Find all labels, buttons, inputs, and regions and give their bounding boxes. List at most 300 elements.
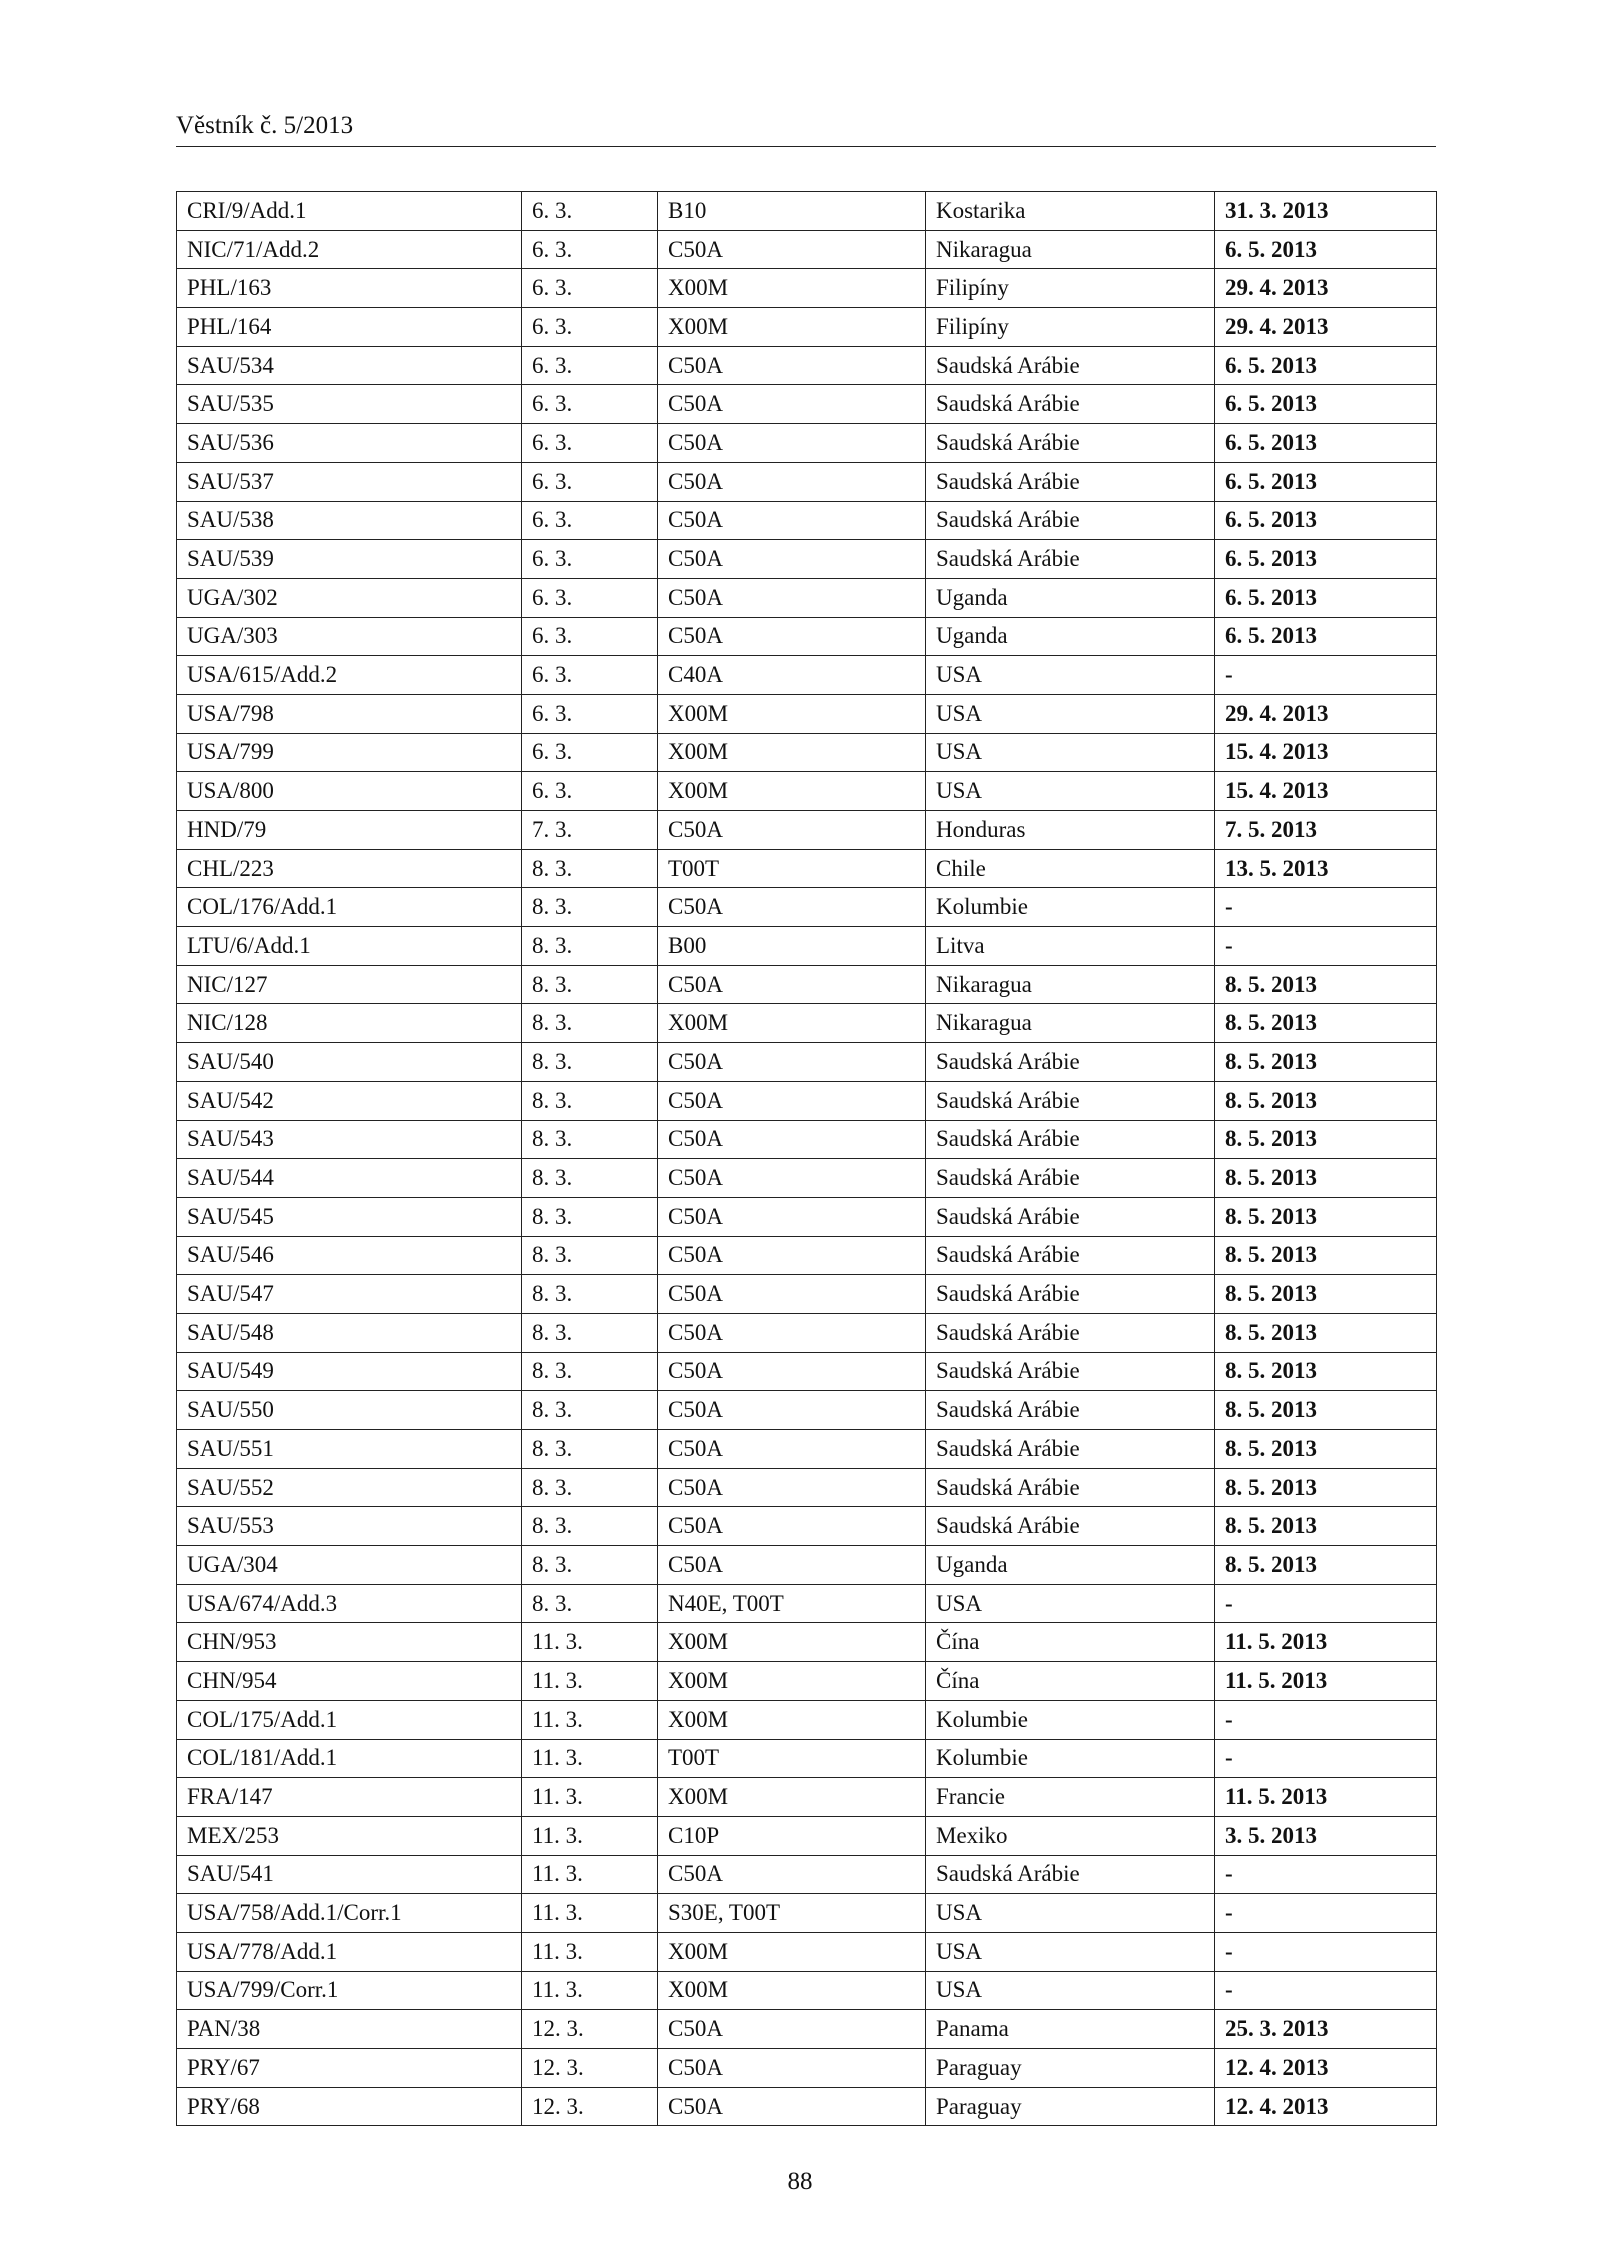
notification-date-cell: 8. 3. [522,1352,658,1391]
notification-date-cell: 8. 3. [522,1043,658,1082]
symbol-cell: CHN/954 [177,1662,522,1701]
symbol-cell: USA/798 [177,694,522,733]
code-cell: C50A [658,501,926,540]
code-cell: X00M [658,308,926,347]
notification-date-cell: 8. 3. [522,1275,658,1314]
code-cell: C50A [658,2010,926,2049]
table-row [177,1700,1437,1739]
code-cell: C50A [658,346,926,385]
journal-title: Věstník č. 5/2013 [176,112,354,139]
deadline-cell: 29. 4. 2013 [1215,694,1437,733]
table-row [177,849,1437,888]
deadline-cell: 6. 5. 2013 [1215,230,1437,269]
notification-date-cell: 8. 3. [522,1546,658,1585]
symbol-cell: HND/79 [177,811,522,850]
country-cell: Paraguay [926,2049,1215,2088]
code-cell: C50A [658,1236,926,1275]
code-cell: C10P [658,1816,926,1855]
notification-date-cell: 11. 3. [522,1855,658,1894]
table-row [177,1352,1437,1391]
notification-date-cell: 8. 3. [522,1468,658,1507]
notification-table [176,191,1437,2126]
symbol-cell: CRI/9/Add.1 [177,192,522,231]
notification-date-cell: 8. 3. [522,927,658,966]
deadline-cell: 11. 5. 2013 [1215,1662,1437,1701]
code-cell: X00M [658,1971,926,2010]
notification-date-cell: 6. 3. [522,269,658,308]
notification-date-cell: 8. 3. [522,1004,658,1043]
symbol-cell: SAU/549 [177,1352,522,1391]
symbol-cell: SAU/540 [177,1043,522,1082]
table-row [177,772,1437,811]
symbol-cell: MEX/253 [177,1816,522,1855]
table-row [177,1391,1437,1430]
deadline-cell: 6. 5. 2013 [1215,462,1437,501]
notification-date-cell: 11. 3. [522,1739,658,1778]
symbol-cell: PRY/67 [177,2049,522,2088]
deadline-cell: 8. 5. 2013 [1215,1546,1437,1585]
notification-date-cell: 6. 3. [522,385,658,424]
notification-date-cell: 8. 3. [522,888,658,927]
country-cell: USA [926,733,1215,772]
code-cell: C50A [658,462,926,501]
table-row [177,462,1437,501]
deadline-cell: 8. 5. 2013 [1215,1197,1437,1236]
notification-date-cell: 8. 3. [522,1236,658,1275]
country-cell: Nikaragua [926,965,1215,1004]
code-cell: B00 [658,927,926,966]
deadline-cell: 6. 5. 2013 [1215,540,1437,579]
country-cell: Uganda [926,617,1215,656]
country-cell: Saudská Arábie [926,346,1215,385]
country-cell: USA [926,1894,1215,1933]
deadline-cell: 8. 5. 2013 [1215,1275,1437,1314]
deadline-cell: 8. 5. 2013 [1215,1468,1437,1507]
country-cell: Saudská Arábie [926,462,1215,501]
code-cell: C50A [658,1275,926,1314]
notification-date-cell: 6. 3. [522,424,658,463]
country-cell: Panama [926,2010,1215,2049]
deadline-cell: 25. 3. 2013 [1215,2010,1437,2049]
code-cell: C50A [658,1468,926,1507]
symbol-cell: USA/758/Add.1/Corr.1 [177,1894,522,1933]
table-row [177,1623,1437,1662]
deadline-cell: 11. 5. 2013 [1215,1623,1437,1662]
notification-date-cell: 7. 3. [522,811,658,850]
table-row [177,617,1437,656]
table-row [177,2010,1437,2049]
deadline-cell: 8. 5. 2013 [1215,1120,1437,1159]
symbol-cell: SAU/551 [177,1430,522,1469]
symbol-cell: NIC/71/Add.2 [177,230,522,269]
notification-date-cell: 8. 3. [522,1391,658,1430]
table-row [177,1313,1437,1352]
code-cell: C50A [658,1352,926,1391]
table-row [177,2087,1437,2126]
deadline-cell: - [1215,1971,1437,2010]
deadline-cell: - [1215,888,1437,927]
deadline-cell: 6. 5. 2013 [1215,617,1437,656]
country-cell: USA [926,656,1215,695]
deadline-cell: 31. 3. 2013 [1215,192,1437,231]
code-cell: C50A [658,1159,926,1198]
table-row [177,1236,1437,1275]
deadline-cell: - [1215,656,1437,695]
code-cell: C50A [658,1313,926,1352]
table-row [177,1778,1437,1817]
symbol-cell: NIC/128 [177,1004,522,1043]
code-cell: C50A [658,965,926,1004]
table-row [177,346,1437,385]
deadline-cell: - [1215,1855,1437,1894]
country-cell: Filipíny [926,269,1215,308]
code-cell: C50A [658,2087,926,2126]
notification-date-cell: 6. 3. [522,578,658,617]
notification-date-cell: 12. 3. [522,2010,658,2049]
code-cell: X00M [658,269,926,308]
symbol-cell: SAU/546 [177,1236,522,1275]
symbol-cell: PHL/164 [177,308,522,347]
country-cell: Litva [926,927,1215,966]
symbol-cell: FRA/147 [177,1778,522,1817]
table-row [177,965,1437,1004]
deadline-cell: 29. 4. 2013 [1215,308,1437,347]
code-cell: C50A [658,1546,926,1585]
country-cell: Uganda [926,578,1215,617]
country-cell: Saudská Arábie [926,1043,1215,1082]
notification-date-cell: 8. 3. [522,965,658,1004]
notification-date-cell: 11. 3. [522,1816,658,1855]
table-row [177,1430,1437,1469]
table-row [177,1468,1437,1507]
deadline-cell: 6. 5. 2013 [1215,578,1437,617]
symbol-cell: SAU/539 [177,540,522,579]
symbol-cell: SAU/547 [177,1275,522,1314]
table-row [177,269,1437,308]
code-cell: C50A [658,230,926,269]
notification-date-cell: 6. 3. [522,694,658,733]
symbol-cell: SAU/544 [177,1159,522,1198]
notification-date-cell: 6. 3. [522,501,658,540]
deadline-cell: 8. 5. 2013 [1215,1043,1437,1082]
country-cell: Saudská Arábie [926,1313,1215,1352]
country-cell: Saudská Arábie [926,1236,1215,1275]
code-cell: C50A [658,1043,926,1082]
table-row [177,656,1437,695]
symbol-cell: SAU/537 [177,462,522,501]
code-cell: C50A [658,1430,926,1469]
notification-date-cell: 6. 3. [522,192,658,231]
symbol-cell: NIC/127 [177,965,522,1004]
deadline-cell: - [1215,1894,1437,1933]
notification-date-cell: 6. 3. [522,540,658,579]
country-cell: Francie [926,1778,1215,1817]
country-cell: Chile [926,849,1215,888]
deadline-cell: 8. 5. 2013 [1215,1081,1437,1120]
table-row [177,385,1437,424]
symbol-cell: USA/615/Add.2 [177,656,522,695]
notification-date-cell: 6. 3. [522,656,658,695]
notification-date-cell: 8. 3. [522,1081,658,1120]
table-row [177,1816,1437,1855]
notification-date-cell: 8. 3. [522,1197,658,1236]
country-cell: Čína [926,1662,1215,1701]
country-cell: Saudská Arábie [926,1391,1215,1430]
code-cell: N40E, T00T [658,1584,926,1623]
notification-date-cell: 12. 3. [522,2087,658,2126]
symbol-cell: PAN/38 [177,2010,522,2049]
table-row [177,501,1437,540]
code-cell: C50A [658,578,926,617]
deadline-cell: 11. 5. 2013 [1215,1778,1437,1817]
country-cell: Paraguay [926,2087,1215,2126]
symbol-cell: COL/181/Add.1 [177,1739,522,1778]
deadline-cell: 12. 4. 2013 [1215,2049,1437,2088]
country-cell: Saudská Arábie [926,1855,1215,1894]
code-cell: X00M [658,772,926,811]
table-row [177,1081,1437,1120]
table-row [177,192,1437,231]
deadline-cell: 6. 5. 2013 [1215,501,1437,540]
deadline-cell: 13. 5. 2013 [1215,849,1437,888]
code-cell: T00T [658,1739,926,1778]
symbol-cell: SAU/535 [177,385,522,424]
page-number: 88 [787,2168,813,2195]
symbol-cell: UGA/303 [177,617,522,656]
table-row [177,230,1437,269]
country-cell: Kostarika [926,192,1215,231]
deadline-cell: 15. 4. 2013 [1215,733,1437,772]
country-cell: Kolumbie [926,1739,1215,1778]
notification-date-cell: 12. 3. [522,2049,658,2088]
code-cell: X00M [658,694,926,733]
country-cell: Saudská Arábie [926,1275,1215,1314]
deadline-cell: 8. 5. 2013 [1215,1352,1437,1391]
code-cell: X00M [658,1662,926,1701]
table-row [177,1507,1437,1546]
country-cell: Saudská Arábie [926,1468,1215,1507]
code-cell: C50A [658,1120,926,1159]
symbol-cell: UGA/304 [177,1546,522,1585]
code-cell: X00M [658,733,926,772]
table-row [177,888,1437,927]
deadline-cell: 8. 5. 2013 [1215,1159,1437,1198]
code-cell: C50A [658,1391,926,1430]
country-cell: USA [926,1584,1215,1623]
code-cell: X00M [658,1004,926,1043]
country-cell: Saudská Arábie [926,1159,1215,1198]
code-cell: S30E, T00T [658,1894,926,1933]
symbol-cell: USA/799 [177,733,522,772]
code-cell: C50A [658,617,926,656]
code-cell: X00M [658,1700,926,1739]
code-cell: C50A [658,888,926,927]
table-row [177,927,1437,966]
symbol-cell: SAU/545 [177,1197,522,1236]
country-cell: Čína [926,1623,1215,1662]
symbol-cell: PHL/163 [177,269,522,308]
symbol-cell: SAU/553 [177,1507,522,1546]
country-cell: USA [926,772,1215,811]
country-cell: Saudská Arábie [926,1507,1215,1546]
symbol-cell: SAU/548 [177,1313,522,1352]
country-cell: Honduras [926,811,1215,850]
country-cell: USA [926,694,1215,733]
deadline-cell: 8. 5. 2013 [1215,1507,1437,1546]
table-row [177,1275,1437,1314]
symbol-cell: USA/799/Corr.1 [177,1971,522,2010]
notification-date-cell: 6. 3. [522,462,658,501]
deadline-cell: 7. 5. 2013 [1215,811,1437,850]
notification-table-body [177,192,1437,2126]
code-cell: C50A [658,1081,926,1120]
deadline-cell: 8. 5. 2013 [1215,965,1437,1004]
notification-date-cell: 8. 3. [522,849,658,888]
notification-date-cell: 6. 3. [522,733,658,772]
symbol-cell: SAU/542 [177,1081,522,1120]
code-cell: T00T [658,849,926,888]
code-cell: B10 [658,192,926,231]
notification-date-cell: 6. 3. [522,772,658,811]
notification-date-cell: 6. 3. [522,617,658,656]
table-row [177,1584,1437,1623]
notification-date-cell: 11. 3. [522,1623,658,1662]
code-cell: C50A [658,1855,926,1894]
symbol-cell: CHL/223 [177,849,522,888]
code-cell: X00M [658,1623,926,1662]
table-row [177,1043,1437,1082]
symbol-cell: CHN/953 [177,1623,522,1662]
deadline-cell: - [1215,1700,1437,1739]
deadline-cell: 6. 5. 2013 [1215,385,1437,424]
country-cell: Saudská Arábie [926,1197,1215,1236]
country-cell: Saudská Arábie [926,424,1215,463]
table-row [177,1932,1437,1971]
country-cell: Saudská Arábie [926,1120,1215,1159]
table-row [177,1120,1437,1159]
symbol-cell: SAU/541 [177,1855,522,1894]
table-row [177,578,1437,617]
notification-date-cell: 8. 3. [522,1430,658,1469]
table-row [177,1546,1437,1585]
country-cell: USA [926,1932,1215,1971]
country-cell: Saudská Arábie [926,1081,1215,1120]
code-cell: C50A [658,811,926,850]
table-row [177,1855,1437,1894]
symbol-cell: UGA/302 [177,578,522,617]
code-cell: C50A [658,424,926,463]
deadline-cell: 6. 5. 2013 [1215,346,1437,385]
table-row [177,1004,1437,1043]
symbol-cell: SAU/552 [177,1468,522,1507]
notification-date-cell: 11. 3. [522,1778,658,1817]
symbol-cell: USA/778/Add.1 [177,1932,522,1971]
symbol-cell: COL/176/Add.1 [177,888,522,927]
deadline-cell: 29. 4. 2013 [1215,269,1437,308]
table-row [177,1971,1437,2010]
country-cell: Nikaragua [926,1004,1215,1043]
code-cell: C50A [658,2049,926,2088]
symbol-cell: LTU/6/Add.1 [177,927,522,966]
code-cell: X00M [658,1778,926,1817]
deadline-cell: - [1215,1739,1437,1778]
country-cell: Kolumbie [926,1700,1215,1739]
deadline-cell: 6. 5. 2013 [1215,424,1437,463]
table-row [177,694,1437,733]
country-cell: Saudská Arábie [926,501,1215,540]
table-row [177,424,1437,463]
deadline-cell: - [1215,927,1437,966]
table-row [177,1894,1437,1933]
deadline-cell: 8. 5. 2013 [1215,1391,1437,1430]
symbol-cell: USA/800 [177,772,522,811]
deadline-cell: 15. 4. 2013 [1215,772,1437,811]
notification-date-cell: 11. 3. [522,1971,658,2010]
code-cell: C50A [658,540,926,579]
country-cell: USA [926,1971,1215,2010]
table-row [177,1739,1437,1778]
table-row [177,308,1437,347]
deadline-cell: 12. 4. 2013 [1215,2087,1437,2126]
notification-date-cell: 11. 3. [522,1894,658,1933]
notification-date-cell: 6. 3. [522,308,658,347]
country-cell: Saudská Arábie [926,540,1215,579]
notification-date-cell: 11. 3. [522,1932,658,1971]
notification-date-cell: 6. 3. [522,346,658,385]
country-cell: Kolumbie [926,888,1215,927]
table-row [177,1197,1437,1236]
symbol-cell: COL/175/Add.1 [177,1700,522,1739]
notification-date-cell: 8. 3. [522,1584,658,1623]
notification-date-cell: 11. 3. [522,1700,658,1739]
symbol-cell: SAU/534 [177,346,522,385]
table-row [177,1662,1437,1701]
symbol-cell: USA/674/Add.3 [177,1584,522,1623]
country-cell: Saudská Arábie [926,385,1215,424]
deadline-cell: 8. 5. 2013 [1215,1313,1437,1352]
deadline-cell: - [1215,1932,1437,1971]
deadline-cell: 3. 5. 2013 [1215,1816,1437,1855]
notification-date-cell: 11. 3. [522,1662,658,1701]
deadline-cell: 8. 5. 2013 [1215,1430,1437,1469]
table-row [177,811,1437,850]
table-row [177,2049,1437,2088]
deadline-cell: 8. 5. 2013 [1215,1004,1437,1043]
table-row [177,1159,1437,1198]
notification-date-cell: 8. 3. [522,1159,658,1198]
country-cell: Saudská Arábie [926,1352,1215,1391]
notification-date-cell: 8. 3. [522,1507,658,1546]
symbol-cell: SAU/538 [177,501,522,540]
notification-date-cell: 6. 3. [522,230,658,269]
country-cell: Filipíny [926,308,1215,347]
table-row [177,540,1437,579]
deadline-cell: - [1215,1584,1437,1623]
symbol-cell: SAU/536 [177,424,522,463]
country-cell: Nikaragua [926,230,1215,269]
table-row [177,733,1437,772]
symbol-cell: PRY/68 [177,2087,522,2126]
country-cell: Saudská Arábie [926,1430,1215,1469]
code-cell: X00M [658,1932,926,1971]
code-cell: C50A [658,1507,926,1546]
deadline-cell: 8. 5. 2013 [1215,1236,1437,1275]
symbol-cell: SAU/543 [177,1120,522,1159]
country-cell: Mexiko [926,1816,1215,1855]
country-cell: Uganda [926,1546,1215,1585]
code-cell: C50A [658,1197,926,1236]
code-cell: C40A [658,656,926,695]
